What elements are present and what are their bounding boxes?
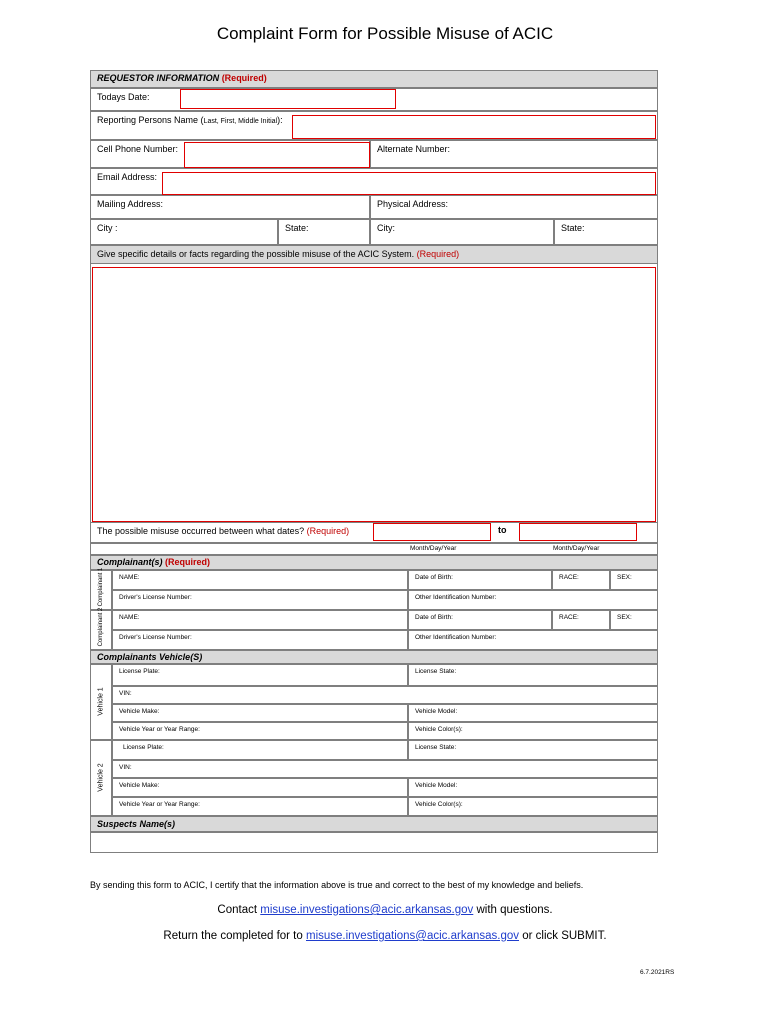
vehicle-1-color-cell[interactable] xyxy=(408,722,658,740)
city-cell-2[interactable] xyxy=(370,219,554,245)
complainant-2-other-id-cell[interactable] xyxy=(408,630,658,650)
complainants-header xyxy=(90,555,658,570)
return-post: or click SUBMIT. xyxy=(522,930,607,942)
vehicles-header-label: Complainants Vehicle(S) xyxy=(97,652,203,662)
vehicle-1-year-cell[interactable] xyxy=(112,722,408,740)
state-cell-2[interactable] xyxy=(554,219,658,245)
dl-label: Driver's License Number: xyxy=(119,634,192,641)
complainant-1-dl-cell[interactable] xyxy=(112,590,408,610)
alternate-number-label: Alternate Number: xyxy=(377,144,451,154)
state-label-2: State: xyxy=(561,223,585,233)
dl-label: Driver's License Number: xyxy=(119,594,192,601)
requestor-header xyxy=(90,70,658,88)
version-label: 6.7.2021RS xyxy=(640,969,675,976)
vehicle-2-color-cell[interactable] xyxy=(408,797,658,816)
vehicle-2-vin-cell[interactable] xyxy=(112,760,658,778)
dob-label: Date of Birth: xyxy=(415,574,453,581)
contact-line xyxy=(0,904,770,916)
required-tag: (Required) xyxy=(221,73,267,83)
details-required: (Required) xyxy=(416,249,460,259)
suspects-header xyxy=(90,816,658,832)
vehicle-2-plate-cell[interactable] xyxy=(112,740,408,760)
vehicle-1-model-cell[interactable] xyxy=(408,704,658,722)
vin-label: VIN: xyxy=(119,690,132,697)
plate-label: License Plate: xyxy=(119,668,160,675)
details-textarea[interactable] xyxy=(92,267,656,522)
contact-post: with questions. xyxy=(476,904,553,916)
race-label: RACE: xyxy=(559,574,579,581)
complainant-1-sex-cell[interactable] xyxy=(610,570,658,590)
mailing-address-label: Mailing Address: xyxy=(97,199,164,209)
vehicle-1-plate-cell[interactable] xyxy=(112,664,408,686)
complainant-1-dob-cell[interactable] xyxy=(408,570,552,590)
reporting-name-hint: Last, First, Middle Initial xyxy=(203,118,278,125)
reporting-name-label: Reporting Persons Name ( xyxy=(97,115,204,125)
model-label: Vehicle Model: xyxy=(415,782,458,789)
complainants-header-label: Complainant(s) xyxy=(97,557,163,567)
complainant-2-dl-cell[interactable] xyxy=(112,630,408,650)
email-field[interactable] xyxy=(162,172,656,195)
end-date-field[interactable] xyxy=(519,523,637,541)
name-label: NAME: xyxy=(119,574,140,581)
dates-label: The possible misuse occurred between what dates? xyxy=(97,526,305,536)
email-label: Email Address: xyxy=(97,172,158,182)
return-pre: Return the completed for to xyxy=(163,930,303,942)
license-state-label: License State: xyxy=(415,744,457,751)
contact-pre: Contact xyxy=(217,904,258,916)
plate-label: License Plate: xyxy=(123,744,164,751)
vehicle-1-vin-cell[interactable] xyxy=(112,686,658,704)
state-cell-1[interactable] xyxy=(278,219,370,245)
sex-label: SEX: xyxy=(617,574,632,581)
dates-required: (Required) xyxy=(306,526,350,536)
start-date-format: Month/Day/Year xyxy=(410,545,457,552)
contact-email-link[interactable]: misuse.investigations@acic.arkansas.gov xyxy=(260,904,474,916)
city-label-1: City : xyxy=(97,223,118,233)
vehicle-2-state-cell[interactable] xyxy=(408,740,658,760)
dob-label: Date of Birth: xyxy=(415,614,453,621)
state-label-1: State: xyxy=(285,223,309,233)
reporting-name-end: ): xyxy=(277,115,283,125)
physical-address-label: Physical Address: xyxy=(377,199,449,209)
vehicle-2-label: Vehicle 2 xyxy=(97,763,105,792)
return-line xyxy=(0,930,770,942)
model-label: Vehicle Model: xyxy=(415,708,458,715)
complainant-1-label: Complainant 1 xyxy=(98,567,104,607)
year-label: Vehicle Year or Year Range: xyxy=(119,726,200,733)
end-date-format: Month/Day/Year xyxy=(553,545,600,552)
complainant-1-race-cell[interactable] xyxy=(552,570,610,590)
vehicle-1-state-cell[interactable] xyxy=(408,664,658,686)
vin-label: VIN: xyxy=(119,764,132,771)
other-id-label: Other Identification Number: xyxy=(415,594,497,601)
vehicles-header xyxy=(90,650,658,664)
start-date-field[interactable] xyxy=(373,523,491,541)
race-label: RACE: xyxy=(559,614,579,621)
alternate-number-cell xyxy=(370,140,658,168)
name-label: NAME: xyxy=(119,614,140,621)
complainant-1-name-cell[interactable] xyxy=(112,570,408,590)
vehicle-1-make-cell[interactable] xyxy=(112,704,408,722)
suspects-header-label: Suspects Name(s) xyxy=(97,819,176,829)
cell-phone-field[interactable] xyxy=(184,142,370,168)
complainants-required: (Required) xyxy=(165,557,211,567)
details-header xyxy=(90,245,658,264)
cell-phone-label: Cell Phone Number: xyxy=(97,144,179,154)
todays-date-field[interactable] xyxy=(180,89,396,109)
physical-address-cell[interactable] xyxy=(370,195,658,219)
complainant-2-sex-cell[interactable] xyxy=(610,610,658,630)
vehicle-1-label: Vehicle 1 xyxy=(97,687,105,716)
city-label-2: City: xyxy=(377,223,395,233)
certify-text: By sending this form to ACIC, I certify that the information above is true and correct to the best of my knowledge and beliefs. xyxy=(90,880,584,890)
vehicle-2-year-cell[interactable] xyxy=(112,797,408,816)
return-email-link[interactable]: misuse.investigations@acic.arkansas.gov xyxy=(305,930,520,942)
page-title: Complaint Form for Possible Misuse of ACIC xyxy=(216,24,554,43)
vehicle-2-model-cell[interactable] xyxy=(408,778,658,797)
license-state-label: License State: xyxy=(415,668,457,675)
requestor-header-label: REQUESTOR INFORMATION xyxy=(97,73,220,83)
complainant-2-race-cell[interactable] xyxy=(552,610,610,630)
make-label: Vehicle Make: xyxy=(119,708,160,715)
city-cell-1[interactable] xyxy=(90,219,278,245)
year-label: Vehicle Year or Year Range: xyxy=(119,801,200,808)
mailing-address-cell[interactable] xyxy=(90,195,370,219)
suspects-field[interactable] xyxy=(90,832,658,853)
complainant-2-name-cell[interactable] xyxy=(112,610,408,630)
sex-label: SEX: xyxy=(617,614,632,621)
other-id-label: Other Identification Number: xyxy=(415,634,497,641)
complainant-2-dob-cell[interactable] xyxy=(408,610,552,630)
complainant-1-other-id-cell[interactable] xyxy=(408,590,658,610)
to-label: to xyxy=(498,525,507,535)
todays-date-label: Todays Date: xyxy=(97,92,150,102)
make-label: Vehicle Make: xyxy=(119,782,160,789)
color-label: Vehicle Color(s): xyxy=(415,726,463,733)
details-label: Give specific details or facts regarding the possible misuse of the ACIC System. xyxy=(97,249,415,259)
complainant-2-label: Complainant 2 xyxy=(98,607,104,647)
vehicle-2-make-cell[interactable] xyxy=(112,778,408,797)
color-label: Vehicle Color(s): xyxy=(415,801,463,808)
reporting-name-field[interactable] xyxy=(292,115,656,139)
